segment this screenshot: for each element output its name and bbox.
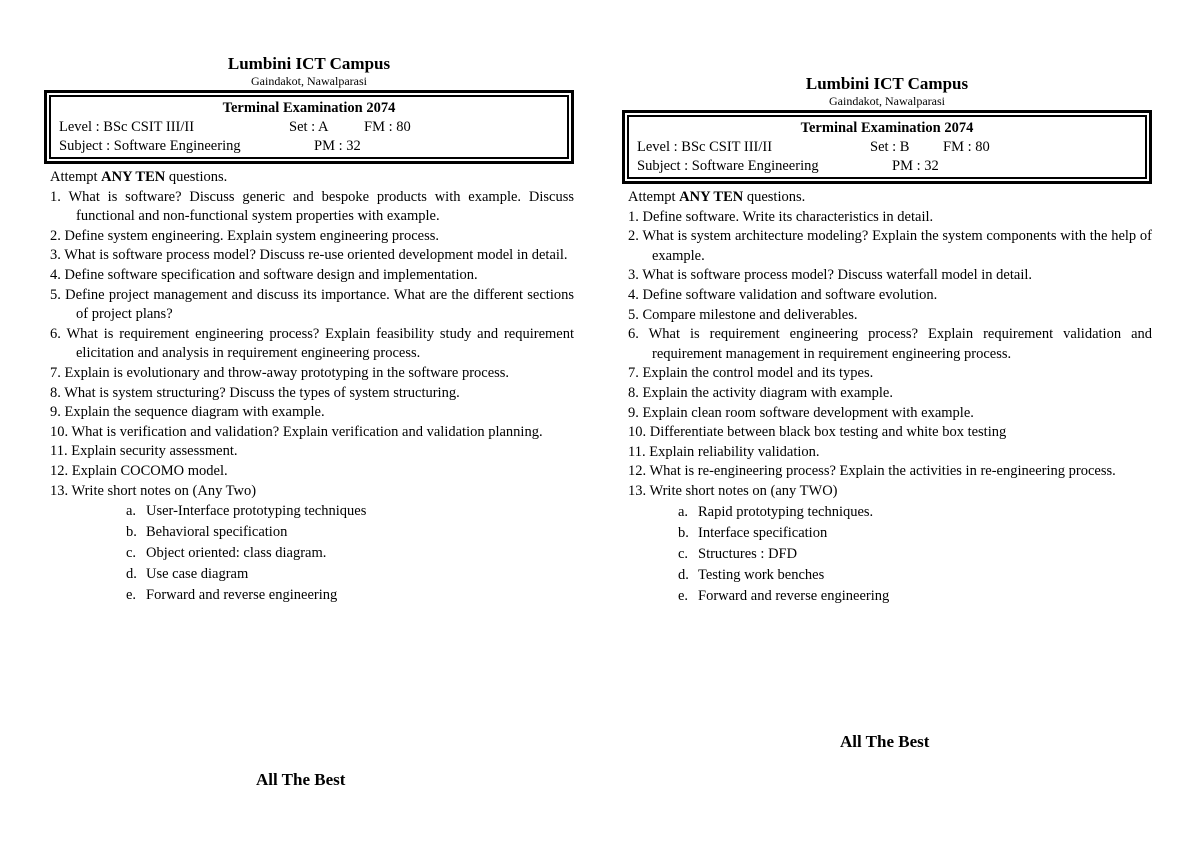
question-list — [622, 208, 1152, 502]
question-item: 12. What is re-engineering process? Explain the activities in re-engineering process. — [628, 463, 1116, 480]
question-item: 6. What is requirement engineering process? Explain requirement validation and requirement management in requirement engineering process. — [628, 326, 1152, 362]
short-note-item: d. Use case diagram — [126, 566, 249, 583]
question-item: 1. Define software. Write its characteristics in detail. — [628, 208, 934, 225]
subject-text: Subject : Software Engineering — [59, 138, 241, 154]
question-item: 7. Explain the control model and its types. — [628, 365, 874, 382]
short-note-item: a. Rapid prototyping techniques. — [678, 503, 874, 520]
short-note-item: b. Behavioral specification — [126, 524, 288, 541]
subject-text: Subject : Software Engineering — [637, 158, 819, 174]
exam-title: Terminal Examination 2074 — [800, 120, 974, 136]
set-text: Set : A — [289, 119, 329, 135]
question-item: 7. Explain is evolutionary and throw-away prototyping in the software process. — [50, 364, 510, 381]
closing-text-set-b: All The Best — [840, 732, 930, 751]
question-item: 9. Explain the sequence diagram with example. — [50, 404, 325, 421]
question-item: 4. Define software validation and software evolution. — [628, 286, 938, 303]
exam-header-box — [44, 90, 574, 164]
campus-name: Lumbini ICT Campus — [227, 54, 391, 73]
question-item: 3. What is software process model? Discuss waterfall model in detail. — [628, 267, 1033, 284]
short-note-item: c. Object oriented: class diagram. — [126, 545, 327, 562]
exam-sheet-set-b — [622, 74, 1152, 607]
short-note-item: c. Structures : DFD — [678, 545, 798, 562]
question-item: 6. What is requirement engineering process? Explain feasibility study and requirement elicitation and analysis in requirement engineering process. — [50, 325, 574, 362]
pass-marks-text: PM : 32 — [892, 158, 939, 174]
question-item: 8. Explain the activity diagram with example. — [628, 384, 893, 401]
instruction: Attempt ANY TEN questions. — [628, 189, 806, 205]
question-item: 10. Differentiate between black box testing and white box testing — [628, 424, 1007, 441]
closing-text-set-a: All The Best — [256, 770, 346, 789]
full-marks-text: FM : 80 — [943, 139, 990, 155]
short-note-item: e. Forward and reverse engineering — [126, 587, 338, 604]
full-marks-text: FM : 80 — [364, 119, 411, 135]
pass-marks-text: PM : 32 — [314, 138, 361, 154]
short-note-item: e. Forward and reverse engineering — [678, 587, 890, 604]
question-item: 9. Explain clean room software development with example. — [628, 404, 974, 421]
short-notes-list — [44, 501, 574, 606]
question-item: 1. What is software? Discuss generic and bespoke products with example. Discuss functional and non-functional system properties with example. — [50, 188, 574, 225]
question-item: 13. Write short notes on (Any Two) — [50, 482, 257, 499]
exam-sheet-set-a — [44, 54, 574, 606]
level-text: Level : BSc CSIT III/II — [59, 119, 195, 135]
question-item: 3. What is software process model? Discuss re-use oriented development model in detail. — [50, 247, 568, 264]
campus-address: Gaindakot, Nawalparasi — [251, 74, 367, 88]
instruction: Attempt ANY TEN questions. — [50, 169, 228, 185]
question-item: 5. Compare milestone and deliverables. — [628, 306, 858, 323]
question-item: 2. What is system architecture modeling? Explain the system components with the help of example. — [628, 228, 1152, 264]
question-item: 10. What is verification and validation? Explain verification and validation planning. — [50, 423, 543, 440]
level-text: Level : BSc CSIT III/II — [637, 139, 773, 155]
question-item: 4. Define software specification and software design and implementation. — [50, 266, 478, 283]
question-list — [44, 188, 574, 502]
question-item: 13. Write short notes on (any TWO) — [628, 482, 838, 499]
question-item: 5. Define project management and discuss its importance. What are the different sections of project plans? — [50, 286, 574, 323]
exam-header-box — [622, 110, 1152, 184]
question-item: 8. What is system structuring? Discuss the types of system structuring. — [50, 384, 460, 401]
question-item: 12. Explain COCOMO model. — [50, 462, 228, 479]
short-note-item: d. Testing work benches — [678, 566, 825, 583]
short-notes-list — [622, 502, 1152, 607]
question-item: 11. Explain security assessment. — [50, 443, 238, 460]
campus-address: Gaindakot, Nawalparasi — [829, 94, 945, 108]
question-item: 2. Define system engineering. Explain system engineering process. — [50, 227, 439, 244]
campus-name: Lumbini ICT Campus — [805, 74, 969, 93]
exam-title: Terminal Examination 2074 — [222, 100, 396, 116]
short-note-item: a. User-Interface prototyping techniques — [126, 503, 367, 520]
question-item: 11. Explain reliability validation. — [628, 443, 820, 460]
short-note-item: b. Interface specification — [678, 524, 828, 541]
set-text: Set : B — [870, 139, 910, 155]
